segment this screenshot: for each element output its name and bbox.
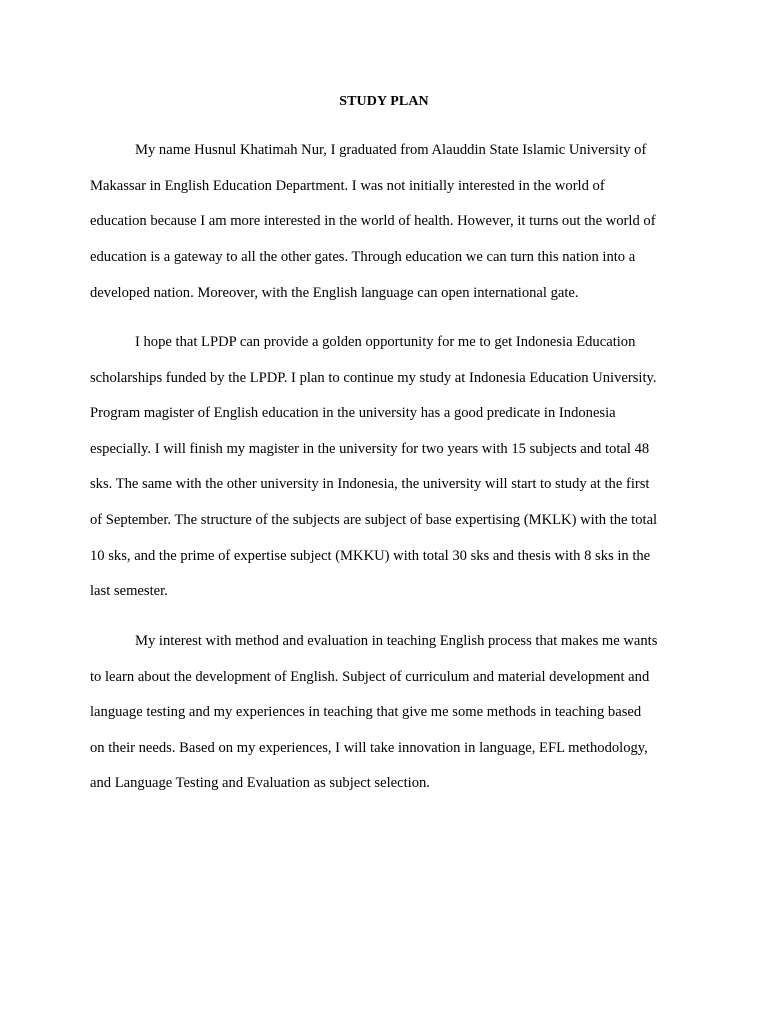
paragraph-line: 10 sks, and the prime of expertise subject (MKKU) with total 30 sks and thesis with 8 sks in the xyxy=(90,547,651,564)
page-title: STUDY PLAN xyxy=(339,94,429,109)
paragraph-line: My name Husnul Khatimah Nur, I graduated from Alauddin State Islamic University of xyxy=(135,142,647,158)
paragraph-line: My interest with method and evaluation in teaching English process that makes me wants xyxy=(135,633,658,649)
paragraph-line: and Language Testing and Evaluation as subject selection. xyxy=(90,775,430,792)
paragraph-line: I hope that LPDP can provide a golden opportunity for me to get Indonesia Education xyxy=(135,334,636,350)
paragraph-line: education because I am more interested in the world of health. However, it turns out the world of xyxy=(90,213,656,230)
paragraph-line: sks. The same with the other university in Indonesia, the university will start to study at the first xyxy=(90,476,650,493)
paragraph-line: language testing and my experiences in teaching that give me some methods in teaching based xyxy=(90,704,642,721)
paragraph-line: Program magister of English education in the university has a good predicate in Indonesia xyxy=(90,405,616,422)
paragraph-2 xyxy=(90,331,710,616)
paragraph-1 xyxy=(90,139,710,317)
paragraph-line: Makassar in English Education Department. I was not initially interested in the world of xyxy=(90,177,605,194)
paragraph-line: education is a gateway to all the other gates. Through education we can turn this nation into a xyxy=(90,249,636,266)
paragraph-line: especially. I will finish my magister in the university for two years with 15 subjects and total 48 xyxy=(90,440,650,457)
paragraph-3 xyxy=(90,630,710,808)
paragraph-line: scholarships funded by the LPDP. I plan to continue my study at Indonesia Education University. xyxy=(90,369,657,386)
paragraph-line: developed nation. Moreover, with the English language can open international gate. xyxy=(90,284,579,301)
paragraph-line: of September. The structure of the subjects are subject of base expertising (MKLK) with the total xyxy=(90,511,658,528)
paragraph-line: on their needs. Based on my experiences, I will take innovation in language, EFL methodology, xyxy=(90,739,648,756)
paragraph-line: to learn about the development of English. Subject of curriculum and material development and xyxy=(90,668,650,685)
paragraph-line: last semester. xyxy=(90,583,168,600)
